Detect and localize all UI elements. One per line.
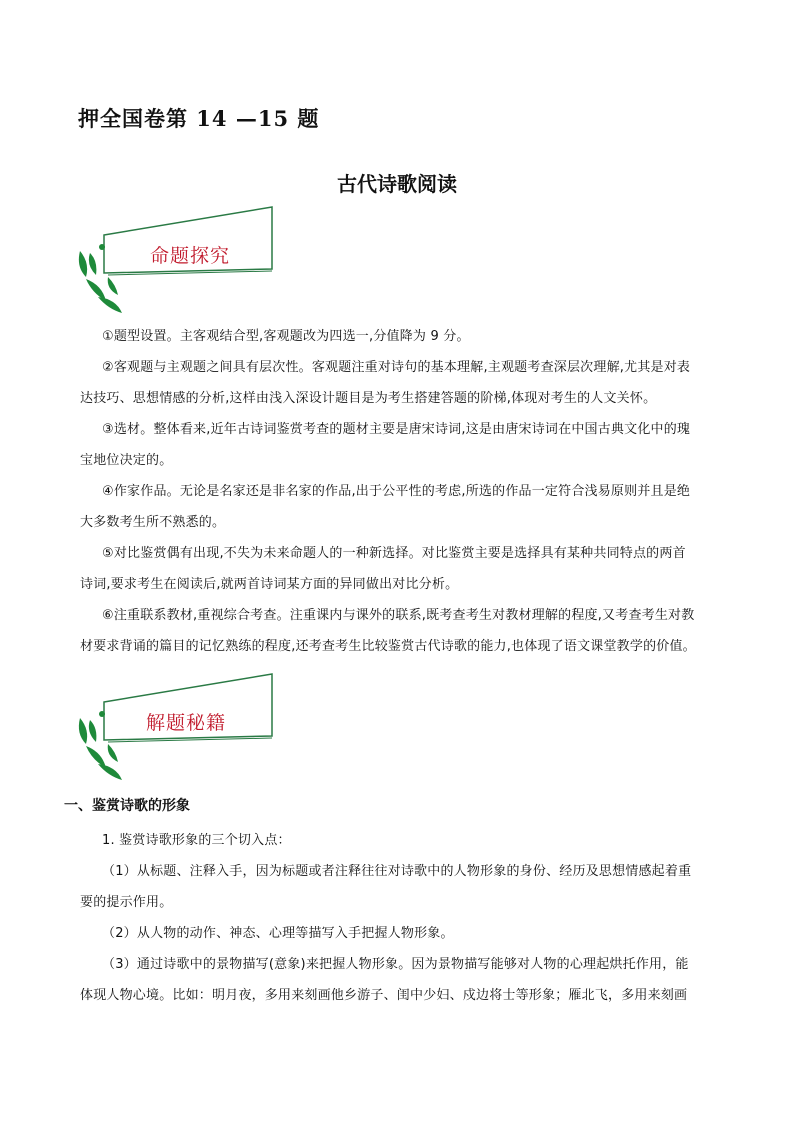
page-title: 押全国卷第 14 —15 题: [78, 106, 320, 131]
list-item: [80, 856, 720, 918]
text-line: （3）通过诗歌中的景物描写(意象)来把握人物形象。因为景物描写能够对人物的心理起烘托作用，能: [102, 957, 689, 972]
section1-body: [80, 825, 720, 1011]
subtitle-text: 古代诗歌阅读: [337, 172, 457, 196]
text-line: 大多数考生所不熟悉的。: [80, 515, 226, 530]
banner-label-1: 命题探究: [150, 245, 231, 267]
text-line: 体现人物心境。比如：明月夜，多用来刻画他乡游子、闺中少妇、戍边将士等形象；雁北飞，多用来刻画: [80, 988, 688, 1003]
text-line: （1）从标题、注释入手，因为标题或者注释往往对诗歌中的人物形象的身份、经历及思想情感起着重: [102, 864, 692, 879]
text-line: ③选材。整体看来,近年古诗词鉴赏考查的题材主要是唐宋诗词,这是由唐宋诗词在中国古典文化中的瑰: [102, 422, 691, 437]
intro-paragraph: [80, 538, 720, 600]
intro-paragraph: [80, 321, 720, 352]
list-item: [80, 918, 720, 949]
list-item: [80, 825, 720, 856]
text-line: 要的提示作用。: [80, 895, 173, 910]
section-banner-2: [68, 672, 278, 782]
text-line: 1. 鉴赏诗歌形象的三个切入点：: [102, 833, 291, 848]
text-line: 诗词,要求考生在阅读后,就两首诗词某方面的异同做出对比分析。: [80, 577, 459, 592]
intro-paragraph: [80, 476, 720, 538]
text-line: ⑥注重联系教材,重视综合考查。注重课内与课外的联系,既考查考生对教材理解的程度,又考查考生对教: [102, 608, 695, 623]
text-line: ④作家作品。无论是名家还是非名家的作品,出于公平性的考虑,所选的作品一定符合浅易原则并且是绝: [102, 484, 691, 499]
text-line: ①题型设置。主客观结合型,客观题改为四选一,分值降为 9 分。: [102, 329, 470, 344]
text-line: （2）从人物的动作、神态、心理等描写入手把握人物形象。: [102, 926, 454, 941]
intro-paragraph: [80, 352, 720, 414]
section-heading: 一、鉴赏诗歌的形象: [64, 798, 190, 814]
text-line: ②客观题与主观题之间具有层次性。客观题注重对诗句的基本理解,主观题考查深层次理解,尤其是对表: [102, 360, 691, 375]
intro-paragraph: [80, 414, 720, 476]
text-line: 达技巧、思想情感的分析,这样由浅入深设计题目是为考生搭建答题的阶梯,体现对考生的人文关怀。: [80, 391, 657, 406]
banner-label-2: 解题秘籍: [146, 712, 227, 734]
section-banner-1: [68, 205, 278, 315]
list-item: [80, 949, 720, 1011]
intro-paragraph: [80, 600, 720, 662]
page-subtitle: [0, 168, 794, 197]
text-line: 材要求背诵的篇目的记忆熟练的程度,还考查考生比较鉴赏古代诗歌的能力,也体现了语文课堂教学的价值。: [80, 639, 696, 654]
text-line: ⑤对比鉴赏偶有出现,不失为未来命题人的一种新选择。对比鉴赏主要是选择具有某种共同特点的两首: [102, 546, 686, 561]
text-line: 宝地位决定的。: [80, 453, 173, 468]
intro-section: [80, 321, 720, 662]
